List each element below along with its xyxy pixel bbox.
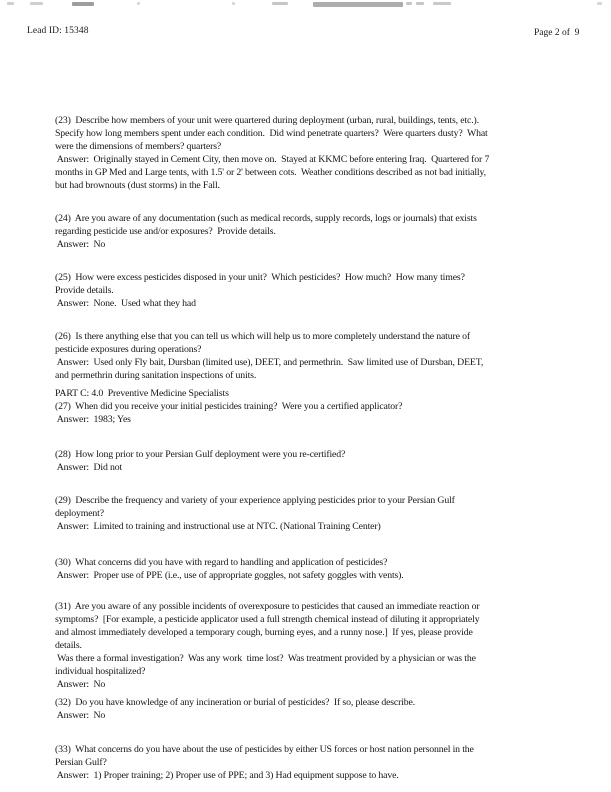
doc-line: (31) Are you aware of any possible incidents of overexposure to pesticides that caused an immediate reaction or	[55, 601, 480, 612]
doc-line: Answer: Limited to training and instructional use at NTC. (National Training Center)	[55, 521, 381, 532]
page-number-label: Page 2 of 9	[534, 28, 580, 38]
scan-artifact	[313, 2, 403, 7]
doc-line: (26) Is there anything else that you can tell us which will help us to more completely understand the nature of	[55, 331, 470, 342]
doc-line: (30) What concerns did you have with regard to handling and application of pesticides?	[55, 557, 388, 568]
doc-line: Answer: Originally stayed in Cement City, then move on. Stayed at KKMC before entering Iraq. Quartered for 7	[55, 154, 490, 165]
doc-line: but had brownouts (dust storms) in the Fall.	[55, 180, 220, 191]
question-block-28	[55, 448, 603, 474]
document-body	[55, 114, 603, 782]
doc-line: and permethrin during sanitation inspections of units.	[55, 370, 257, 381]
scan-artifact	[272, 2, 288, 5]
scan-artifact	[137, 2, 140, 5]
doc-line: (28) How long prior to your Persian Gulf deployment were you re-certified?	[55, 449, 346, 460]
doc-line: regarding pesticide use and/or exposures? Provide details.	[55, 226, 276, 237]
doc-line: Answer: Proper use of PPE (i.e., use of appropriate goggles, not safety goggles with vents).	[55, 570, 404, 581]
doc-line: (32) Do you have knowledge of any incineration or burial of pesticides? If so, please describe.	[55, 697, 416, 708]
doc-line: Answer: 1983; Yes	[55, 414, 131, 425]
doc-line: Specify how long members spent under each condition. Did wind penetrate quarters? Were quarters dusty? What	[55, 128, 488, 139]
doc-line: (23) Describe how members of your unit were quartered during deployment (urban, rural, buildings, tents, etc.).	[55, 115, 479, 126]
doc-line: individual hospitalized?	[55, 666, 146, 677]
doc-line: Answer: No	[55, 679, 106, 690]
doc-line: were the dimensions of members? quarters?	[55, 141, 222, 152]
doc-line: Answer: Used only Fly bait, Dursban (limited use), DEET, and permethrin. Saw limited use of Dursban, DEET,	[55, 357, 484, 368]
question-block-23	[55, 114, 603, 192]
question-block-25	[55, 271, 603, 310]
doc-line: (25) How were excess pesticides disposed in your unit? Which pesticides? How much? How many times?	[55, 272, 465, 283]
doc-line: (33) What concerns do you have about the use of pesticides by either US forces or host nation personnel in the	[55, 744, 474, 755]
doc-line: symptoms? [For example, a pesticide applicator used a full strength chemical instead of diluting it appropriately	[55, 614, 480, 625]
doc-line: Answer: No	[55, 239, 106, 250]
part-c-heading-block	[55, 387, 603, 426]
scan-artifact	[72, 2, 94, 6]
scan-artifact	[433, 2, 451, 5]
doc-line: Answer: None. Used what they had	[55, 298, 196, 309]
question-block-32	[55, 696, 603, 722]
doc-line: and almost immediately developed a temporary cough, burning eyes, and a runny nose.] If yes, please provide	[55, 627, 473, 638]
scan-artifact	[232, 2, 235, 5]
doc-line: Answer: Did not	[55, 462, 123, 473]
question-block-24	[55, 212, 603, 251]
scan-artifact	[406, 2, 412, 5]
question-block-30	[55, 556, 603, 582]
scan-artifact	[30, 2, 43, 5]
doc-line: Was there a formal investigation? Was any work time lost? Was treatment provided by a physician or was the	[55, 653, 476, 664]
doc-line: months in GP Med and Large tents, with 1.5' or 2' between cots. Weather conditions described as not bad initially,	[55, 167, 486, 178]
doc-line: Answer: 1) Proper training; 2) Proper use of PPE; and 3) Had equipment suppose to have.	[55, 770, 399, 781]
doc-line: pesticide exposures during operations?	[55, 344, 202, 355]
scan-artifact	[597, 2, 602, 5]
part-c-heading: PART C: 4.0 Preventive Medicine Specialists	[55, 388, 229, 399]
doc-line: Provide details.	[55, 285, 114, 296]
scan-artifact	[416, 2, 424, 5]
doc-line: deployment?	[55, 508, 104, 519]
doc-line: (29) Describe the frequency and variety of your experience applying pesticides prior to your Persian Gulf	[55, 495, 455, 506]
question-block-33	[55, 743, 603, 782]
lead-id-label: Lead ID: 15348	[27, 26, 89, 36]
scan-artifact	[7, 2, 14, 5]
doc-line: details.	[55, 640, 82, 651]
doc-line: Persian Gulf?	[55, 757, 107, 768]
doc-line: (27) When did you receive your initial pesticides training? Were you a certified applicator?	[55, 401, 403, 412]
question-block-29	[55, 494, 603, 533]
question-block-31	[55, 600, 603, 691]
doc-line: (24) Are you aware of any documentation (such as medical records, supply records, logs or journals) that exists	[55, 213, 477, 224]
doc-line: Answer: No	[55, 710, 106, 721]
question-block-26	[55, 330, 603, 382]
